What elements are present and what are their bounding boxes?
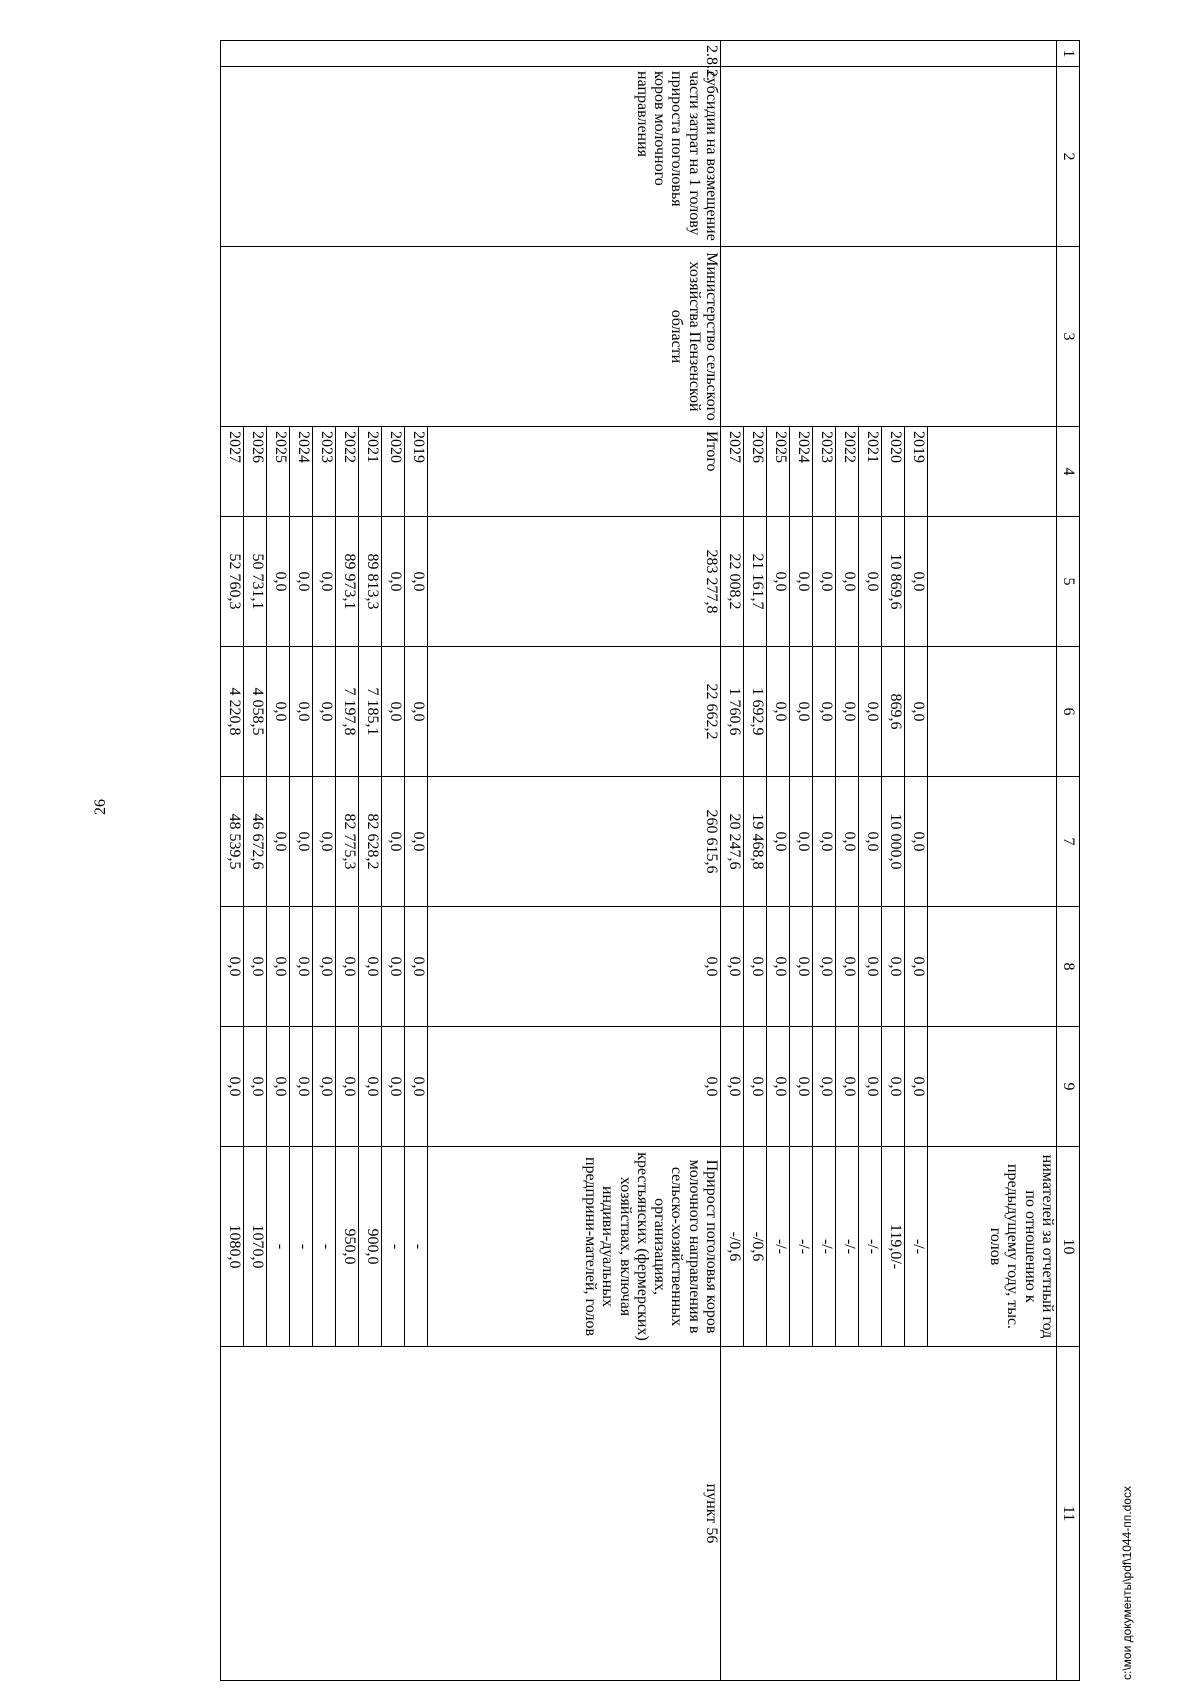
item-number: 2.8.2. [221, 41, 721, 67]
row_282-cell: - [267, 1147, 290, 1347]
row_282-cell: 0,0 [382, 907, 405, 1027]
row_top-cell: 0,0 [905, 907, 928, 1027]
row_top-cell: 2023 [813, 427, 836, 517]
item-indicator: Прирост поголовья коров молочного направления в сельско-хозяйственных организациях, крестьянских (фермерских) хозяйствах, включая индиви-дуальных предприни-мателей, голов [428, 1147, 721, 1347]
row_top-cell: 2019 [905, 427, 928, 517]
row_top-cell: 0,0 [836, 1027, 859, 1147]
row_282-cell: 0,0 [244, 907, 267, 1027]
top-continuation-row [928, 41, 1057, 1681]
col-header-8: 8 [1057, 907, 1080, 1027]
row_282-cell: 0,0 [313, 777, 336, 907]
row_282-cell: 950,0 [336, 1147, 359, 1347]
col-header-4: 4 [1057, 427, 1080, 517]
row_top-cell: 0,0 [721, 1027, 744, 1147]
row_top-cell: -/- [905, 1147, 928, 1347]
row_282-cell: 52 760,3 [221, 517, 244, 647]
row_top-cell: 10 869,6 [882, 517, 905, 647]
row_top-cell: 2024 [790, 427, 813, 517]
row_top-cell: 0,0 [813, 647, 836, 777]
row_top-cell: 2021 [859, 427, 882, 517]
cont-cell-3 [721, 247, 1057, 427]
row_282-cell: 89 813,3 [359, 517, 382, 647]
row_282-cell: 2025 [267, 427, 290, 517]
row_top-cell: 0,0 [813, 1027, 836, 1147]
row_top-cell: 0,0 [767, 1027, 790, 1147]
row_top-cell: 0,0 [882, 907, 905, 1027]
cont-cell-8 [928, 907, 1057, 1027]
row_top-cell: 19 468,8 [744, 777, 767, 907]
row_282-cell: 2026 [244, 427, 267, 517]
row-2-8-2 [428, 41, 721, 1681]
row_top-cell: 2022 [836, 427, 859, 517]
row_282-cell: 0,0 [405, 1027, 428, 1147]
row_282-cell: 0,0 [405, 517, 428, 647]
row_top-cell: 0,0 [767, 517, 790, 647]
cont-cell-1 [721, 41, 1057, 67]
row_282-cell: 0,0 [382, 777, 405, 907]
cont-cell-2 [721, 67, 1057, 247]
cont-cell-6 [928, 647, 1057, 777]
row_282-cell: 0,0 [244, 1027, 267, 1147]
row_top-cell: 2020 [882, 427, 905, 517]
col-header-1: 1 [1057, 41, 1080, 67]
col-header-2: 2 [1057, 67, 1080, 247]
row_282-cell: 0,0 [382, 517, 405, 647]
row_top-cell: 0,0 [882, 1027, 905, 1147]
row_282-cell: 0,0 [267, 517, 290, 647]
row_282-cell: 0,0 [405, 647, 428, 777]
row_282-cell: 50 731,1 [244, 517, 267, 647]
row_top-cell: 119,0/- [882, 1147, 905, 1347]
row_282-cell: 1070,0 [244, 1147, 267, 1347]
row_top-cell: 2026 [744, 427, 767, 517]
row_282-cell: 0,0 [405, 777, 428, 907]
row_282-cell: 4 220,8 [221, 647, 244, 777]
row_282-cell: - [405, 1147, 428, 1347]
cont-cell-5 [928, 517, 1057, 647]
cont-indicator-text: нимателей за отчетный год по отношению к предыдущему году, тыс. голов [928, 1147, 1057, 1347]
col-header-11: 11 [1057, 1347, 1080, 1681]
item-executor: Министерство сельского хозяйства Пензенской области [221, 247, 721, 427]
row_top-cell: 0,0 [859, 517, 882, 647]
row_282-cell: 1080,0 [221, 1147, 244, 1347]
row_top-cell: 0,0 [859, 1027, 882, 1147]
row_282-cell: 0,0 [359, 907, 382, 1027]
row_top-cell: -/0,6 [744, 1147, 767, 1347]
row_282-cell: 2021 [359, 427, 382, 517]
row_282-cell: 0,0 [336, 1027, 359, 1147]
row_top-cell: 0,0 [790, 777, 813, 907]
col-header-6: 6 [1057, 647, 1080, 777]
row_top-cell: 0,0 [744, 907, 767, 1027]
row_282-cell: 0,0 [313, 647, 336, 777]
row_282-cell: 0,0 [267, 1027, 290, 1147]
total-regional: 22 662,2 [428, 647, 721, 777]
row_282-cell: 0,0 [313, 1027, 336, 1147]
row_top-cell: 0,0 [813, 907, 836, 1027]
row_top-cell: 869,6 [882, 647, 905, 777]
header-row [1057, 41, 1080, 1681]
item-reference: пункт 56 [221, 1347, 721, 1681]
row_top-cell: 0,0 [767, 647, 790, 777]
row_282-cell: - [382, 1147, 405, 1347]
row_282-cell: 900,0 [359, 1147, 382, 1347]
row_282-cell: 0,0 [290, 1027, 313, 1147]
row_top-cell: 0,0 [905, 1027, 928, 1147]
cont-cell-7 [928, 777, 1057, 907]
row_282-cell: 0,0 [313, 907, 336, 1027]
row_top-cell: 21 161,7 [744, 517, 767, 647]
program-table [220, 40, 1080, 1681]
row_282-cell: 2019 [405, 427, 428, 517]
row_282-cell: 7 197,8 [336, 647, 359, 777]
row_282-cell: 0,0 [290, 647, 313, 777]
row_top-cell: 0,0 [790, 1027, 813, 1147]
row_282-cell: 0,0 [267, 777, 290, 907]
row_282-cell: 46 672,6 [244, 777, 267, 907]
row_top-cell: -/0,6 [721, 1147, 744, 1347]
row_282-cell: 4 058,5 [244, 647, 267, 777]
total-other: 0,0 [428, 1027, 721, 1147]
total-federal: 260 615,6 [428, 777, 721, 907]
row_top-cell: 20 247,6 [721, 777, 744, 907]
row_top-cell: 22 008,2 [721, 517, 744, 647]
row_top-cell: 0,0 [859, 647, 882, 777]
row_top-cell: 0,0 [836, 777, 859, 907]
row_top-cell: 0,0 [836, 907, 859, 1027]
row_282-cell: 0,0 [313, 517, 336, 647]
row_282-cell: - [290, 1147, 313, 1347]
row_282-cell: 0,0 [221, 1027, 244, 1147]
cont-cell-11 [721, 1347, 1057, 1681]
row_282-cell: 2027 [221, 427, 244, 517]
row_top-cell: 0,0 [813, 777, 836, 907]
row_top-cell: -/- [859, 1147, 882, 1347]
row_282-cell: 48 539,5 [221, 777, 244, 907]
row_282-cell: 0,0 [221, 907, 244, 1027]
total-label: Итого [428, 427, 721, 517]
row_top-cell: 0,0 [813, 517, 836, 647]
row_top-cell: 0,0 [836, 517, 859, 647]
page-number: 26 [92, 799, 109, 815]
row_282-cell: 2023 [313, 427, 336, 517]
col-header-3: 3 [1057, 247, 1080, 427]
row_282-cell: 2022 [336, 427, 359, 517]
row_282-cell: 2024 [290, 427, 313, 517]
row_top-cell: 2027 [721, 427, 744, 517]
row_top-cell: 0,0 [790, 517, 813, 647]
row_top-cell: 0,0 [767, 907, 790, 1027]
row_282-cell: 82 775,3 [336, 777, 359, 907]
row_282-cell: 0,0 [382, 1027, 405, 1147]
row_282-cell: 89 973,1 [336, 517, 359, 647]
row_282-cell: 0,0 [267, 907, 290, 1027]
col-header-10: 10 [1057, 1147, 1080, 1347]
total-local: 0,0 [428, 907, 721, 1027]
row_top-cell: 0,0 [721, 907, 744, 1027]
row_top-cell: 0,0 [905, 647, 928, 777]
row_282-cell: 0,0 [290, 777, 313, 907]
row_top-cell: 10 000,0 [882, 777, 905, 907]
row_282-cell: 0,0 [267, 647, 290, 777]
rotated-table-container [160, 40, 1080, 1680]
row_top-cell: 0,0 [836, 647, 859, 777]
row_top-cell: -/- [836, 1147, 859, 1347]
cont-cell-4 [928, 427, 1057, 517]
row_top-cell: 0,0 [859, 907, 882, 1027]
row_top-cell: -/- [767, 1147, 790, 1347]
row_282-cell: 0,0 [290, 517, 313, 647]
row_top-cell: 0,0 [905, 517, 928, 647]
cont-cell-9 [928, 1027, 1057, 1147]
col-header-5: 5 [1057, 517, 1080, 647]
row_top-cell: 0,0 [767, 777, 790, 907]
row_282-cell: 0,0 [382, 647, 405, 777]
row_top-cell: 0,0 [859, 777, 882, 907]
row_282-cell: - [313, 1147, 336, 1347]
row_282-cell: 0,0 [290, 907, 313, 1027]
row_top-cell: 0,0 [905, 777, 928, 907]
row_282-cell: 0,0 [405, 907, 428, 1027]
col-header-9: 9 [1057, 1027, 1080, 1147]
row_282-cell: 7 185,1 [359, 647, 382, 777]
row_282-cell: 82 628,2 [359, 777, 382, 907]
row_top-cell: 1 692,9 [744, 647, 767, 777]
row_top-cell: -/- [813, 1147, 836, 1347]
row_top-cell: -/- [790, 1147, 813, 1347]
row_top-cell: 1 760,6 [721, 647, 744, 777]
row_282-cell: 0,0 [359, 1027, 382, 1147]
row_top-cell: 2025 [767, 427, 790, 517]
row_282-cell: 0,0 [336, 907, 359, 1027]
row_top-cell: 0,0 [790, 647, 813, 777]
item-name: субсидии на возмещение части затрат на 1 голову прироста поголовья коров молочного направления [221, 67, 721, 247]
footer-file-path: c:\мои документы\pdf\1044-пп.docx [1120, 1486, 1134, 1680]
row_top-cell: 0,0 [790, 907, 813, 1027]
total-all: 283 277,8 [428, 517, 721, 647]
col-header-7: 7 [1057, 777, 1080, 907]
row_top-cell: 0,0 [744, 1027, 767, 1147]
row_282-cell: 2020 [382, 427, 405, 517]
